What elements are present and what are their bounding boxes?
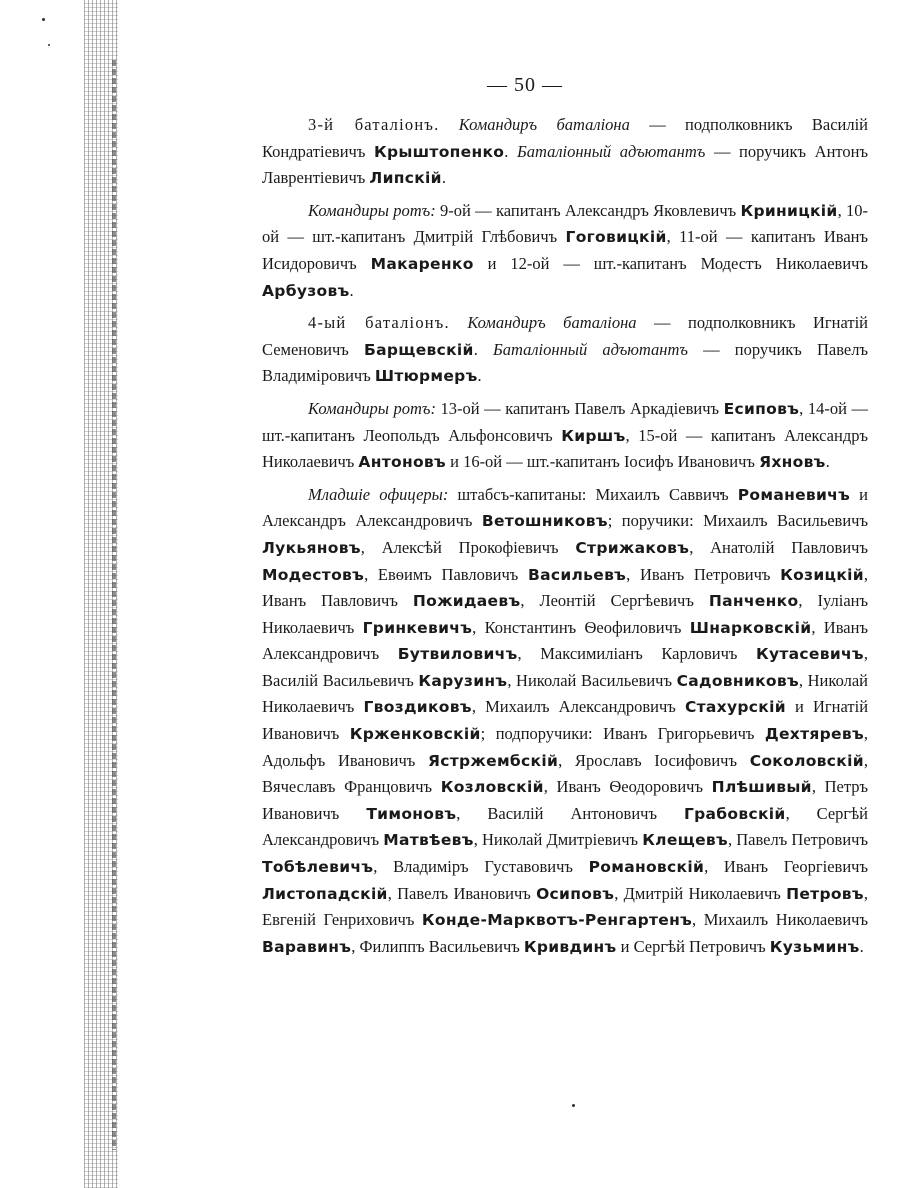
- company-10-commander: Гоговицкій: [565, 228, 667, 247]
- company-15-text: , 15-ой — капитанъ Александръ Николаевичъ: [262, 425, 869, 472]
- junior-text: , Максимиліанъ Карловичъ: [517, 644, 738, 664]
- officer-name: Ветошниковъ: [481, 512, 608, 531]
- junior-text: , Иванъ Павловичъ: [262, 564, 869, 611]
- officer-name: Крженковскій: [349, 725, 481, 744]
- officer-name: Карузинъ: [418, 671, 508, 690]
- battalion4-adjutant-label: Баталіонный адъютантъ: [493, 339, 688, 359]
- officer-name: Конде-Марквотъ-Ренгартенъ: [421, 911, 693, 930]
- company-14-commander: Киршъ: [561, 426, 626, 445]
- junior-text: , Павелъ Петровичъ: [727, 830, 869, 850]
- battalion3-companies-paragraph: Командиры ротъ: 9-ой — капитанъ Александръ Яковлевичъ Криницкій, 10-ой — шт.-капитанъ Дмитрій Глѣбовичъ Гоговицкій, 11-ой — капитанъ Иванъ Исидоровичъ Макаренко и 12-ой — шт.-капитанъ Модестъ Николаевичъ Арбузовъ.: [262, 200, 869, 300]
- battalion3-commander-name: Крыштопенко: [373, 142, 505, 161]
- officer-name: Васильевъ: [527, 565, 627, 584]
- officer-name: Романовскій: [588, 858, 705, 877]
- junior-text: ; подпоручики: Иванъ Григорьевичъ: [480, 724, 755, 744]
- junior-text: , Михаилъ Александровичъ: [471, 697, 676, 717]
- company-15-commander: Антоновъ: [358, 453, 446, 472]
- junior-text: , Ярославъ Іосифовичъ: [558, 750, 738, 770]
- officer-name: Лукьяновъ: [262, 538, 361, 557]
- officer-name: Плѣшивый: [711, 778, 812, 797]
- battalion3-commander-rank: — подполковникъ Василій Кондратіевичъ: [262, 115, 869, 161]
- junior-text: , Филиппъ Васильевичъ: [351, 936, 520, 956]
- junior-text: ; поручики: Михаилъ Васильевичъ: [607, 511, 868, 531]
- officer-name: Тимоновъ: [366, 804, 457, 823]
- junior-text: , Иванъ Ѳеодоровичъ: [543, 777, 703, 797]
- battalion4-commander-rank: — подполковникъ Игнатій Семеновичъ: [262, 313, 869, 359]
- company-14-text: , 14-ой — шт.-капитанъ Леопольдъ Альфонсовичъ: [262, 398, 868, 445]
- company-11-commander: Макаренко: [370, 254, 474, 273]
- officer-name: Петровъ: [786, 884, 864, 903]
- battalion3-title: 3-й баталіонъ.: [308, 115, 440, 134]
- junior-text: , Евѳимъ Павловичъ: [364, 564, 519, 584]
- officer-name: Стрижаковъ: [575, 538, 690, 557]
- officer-name: Листопадскій: [262, 884, 388, 903]
- junior-text: и Игнатій Ивановичъ: [262, 697, 869, 744]
- company-12-text: и 12-ой — шт.-капитанъ Модестъ Николаевичъ: [487, 253, 869, 273]
- company-9-commander: Криницкій: [740, 201, 838, 220]
- battalion4-adjutant-name: Штюрмеръ: [374, 367, 478, 386]
- junior-text: , Дмитрій Николаевичъ: [614, 883, 781, 903]
- officer-name: Панченко: [708, 592, 799, 611]
- junior-text: и Александръ Александровичъ: [262, 484, 869, 531]
- company-12-commander: Арбузовъ: [262, 281, 350, 300]
- officer-name: Стахурскій: [684, 698, 786, 717]
- battalion4-paragraph: 4-ый баталіонъ. Командиръ баталіона — подполковникъ Игнатій Семеновичъ Барщевскій. Баталіонный адъютантъ — поручикъ Павелъ Владиміровичъ Штюрмеръ.: [262, 313, 869, 386]
- company-11-text: , 11-ой — капитанъ Иванъ Исидоровичъ: [262, 227, 869, 273]
- officer-name: Осиповъ: [536, 884, 615, 903]
- battalion3-adjutant-name: Липскій: [369, 169, 442, 188]
- junior-text: , Сергѣй Александровичъ: [262, 803, 868, 850]
- officer-name: Козловскій: [440, 778, 544, 797]
- battalion4-title: 4-ый баталіонъ.: [308, 313, 450, 333]
- junior-text: , Василій Васильевичъ: [262, 644, 868, 690]
- officer-name: Гринкевичъ: [362, 618, 473, 637]
- junior-text: , Павелъ Ивановичъ: [387, 883, 531, 903]
- junior-text: , Алексѣй Прокофіевичъ: [360, 537, 559, 557]
- battalion3-adjutant-label: Баталіонный адъютантъ: [516, 141, 706, 161]
- officer-name: Варавинъ: [262, 937, 352, 956]
- battalion4-companies-paragraph: Командиры ротъ: 13-ой — капитанъ Павелъ Аркадіевичъ Есиповъ, 14-ой — шт.-капитанъ Леопольдъ Альфонсовичъ Киршъ, 15-ой — капитанъ Александръ Николаевичъ Антоновъ и 16-ой — шт.-капитанъ Іосифъ Ивановичъ Яхновъ.: [262, 398, 869, 472]
- company-9-text: 9-ой — капитанъ Александръ Яковлевичъ: [440, 200, 737, 220]
- officer-name: Кривдинъ: [523, 937, 617, 956]
- junior-text: , Леонтій Сергѣевичъ: [520, 591, 694, 611]
- battalion4-adjutant-rank: — поручикъ Павелъ Владиміровичъ: [262, 339, 869, 386]
- junior-text: , Иванъ Александровичъ: [262, 617, 868, 664]
- battalion4-commander-name: Барщевскій: [364, 340, 474, 359]
- junior-end: .: [859, 936, 864, 956]
- scan-speck: [572, 1104, 575, 1107]
- battalion3-commander-label: Командиръ баталіона: [458, 115, 630, 134]
- company-16-text: и 16-ой — шт.-капитанъ Іосифъ Ивановичъ: [450, 452, 755, 472]
- junior-text: и Сергѣй Петровичъ: [620, 936, 766, 956]
- officer-name: Соколовскій: [749, 751, 864, 770]
- battalion3-adjutant-rank: — поручикъ Антонъ Лаврентіевичъ: [262, 141, 869, 188]
- junior-text: , Владиміръ Густавовичъ: [373, 857, 573, 877]
- officer-name: Пожидаевъ: [412, 592, 521, 611]
- junior-text: , Иванъ Петровичъ: [626, 564, 771, 584]
- officer-name: Ястржембскій: [428, 751, 559, 770]
- officer-name: Шнарковскій: [689, 618, 812, 637]
- junior-text: , Николай Дмитріевичъ: [473, 830, 639, 850]
- officer-name: Кутасевичъ: [756, 645, 864, 664]
- junior-text: , Анатолій Павловичъ: [689, 537, 868, 557]
- junior-officers-paragraph: [262, 482, 868, 961]
- page-body: [262, 112, 868, 960]
- company-16-commander: Яхновъ: [759, 453, 826, 472]
- officer-name: Садовниковъ: [676, 671, 799, 690]
- officer-name: Романевичъ: [737, 485, 851, 504]
- battalion3-companies-label: Командиры ротъ:: [308, 200, 436, 220]
- officer-name: Тобѣлевичъ: [262, 858, 374, 877]
- junior-officers-label: Младшіе офицеры:: [308, 484, 449, 504]
- junior-text: , Иванъ Георгіевичъ: [704, 857, 868, 877]
- junior-text: , Николай Николаевичъ: [262, 670, 868, 717]
- officer-name: Дехтяревъ: [764, 725, 864, 744]
- junior-text: , Евгеній Генриховичъ: [262, 883, 868, 930]
- officer-name: Матвѣевъ: [383, 831, 474, 850]
- junior-text: , Николай Васильевичъ: [507, 670, 672, 690]
- battalion3-paragraph: 3-й баталіонъ. Командиръ баталіона — подполковникъ Василій Кондратіевичъ Крыштопенко. Баталіонный адъютантъ — поручикъ Антонъ Лаврентіевичъ Липскій.: [262, 115, 869, 188]
- company-10-text: , 10-ой — шт.-капитанъ Дмитрій Глѣбовичъ: [262, 200, 869, 247]
- battalion4-commander-label: Командиръ баталіона: [467, 313, 637, 333]
- page-binding-rule: [112, 60, 116, 1150]
- junior-text: , Михаилъ Николаевичъ: [692, 910, 868, 930]
- battalion4-companies-label: Командиры ротъ:: [308, 398, 436, 418]
- junior-text: , Адольфъ Ивановичъ: [262, 724, 869, 770]
- officer-name: Грабовскій: [683, 804, 786, 823]
- scan-speck: [48, 44, 50, 46]
- officer-name: Бутвиловичъ: [397, 645, 518, 664]
- junior-text: , Петръ Ивановичъ: [262, 777, 869, 823]
- company-13-commander: Есиповъ: [723, 399, 800, 418]
- officer-name: Клещевъ: [642, 831, 728, 850]
- company-13-text: 13-ой — капитанъ Павелъ Аркадіевичъ: [440, 398, 720, 418]
- officer-name: Кузьминъ: [769, 937, 860, 956]
- page-number: — 50 —: [487, 74, 563, 96]
- junior-text: , Константинъ Ѳеофиловичъ: [472, 617, 682, 637]
- officer-name: Гвоздиковъ: [363, 698, 472, 717]
- scan-speck: [42, 18, 45, 21]
- junior-text: штабсъ-капитаны: Михаилъ Саввичъ: [457, 484, 729, 504]
- junior-text: , Іуліанъ Николаевичъ: [262, 591, 869, 637]
- junior-text: , Василій Антоновичъ: [456, 803, 657, 823]
- junior-text: , Вячеславъ Францовичъ: [262, 750, 868, 797]
- officer-name: Козицкій: [780, 565, 864, 584]
- officer-name: Модестовъ: [262, 565, 365, 584]
